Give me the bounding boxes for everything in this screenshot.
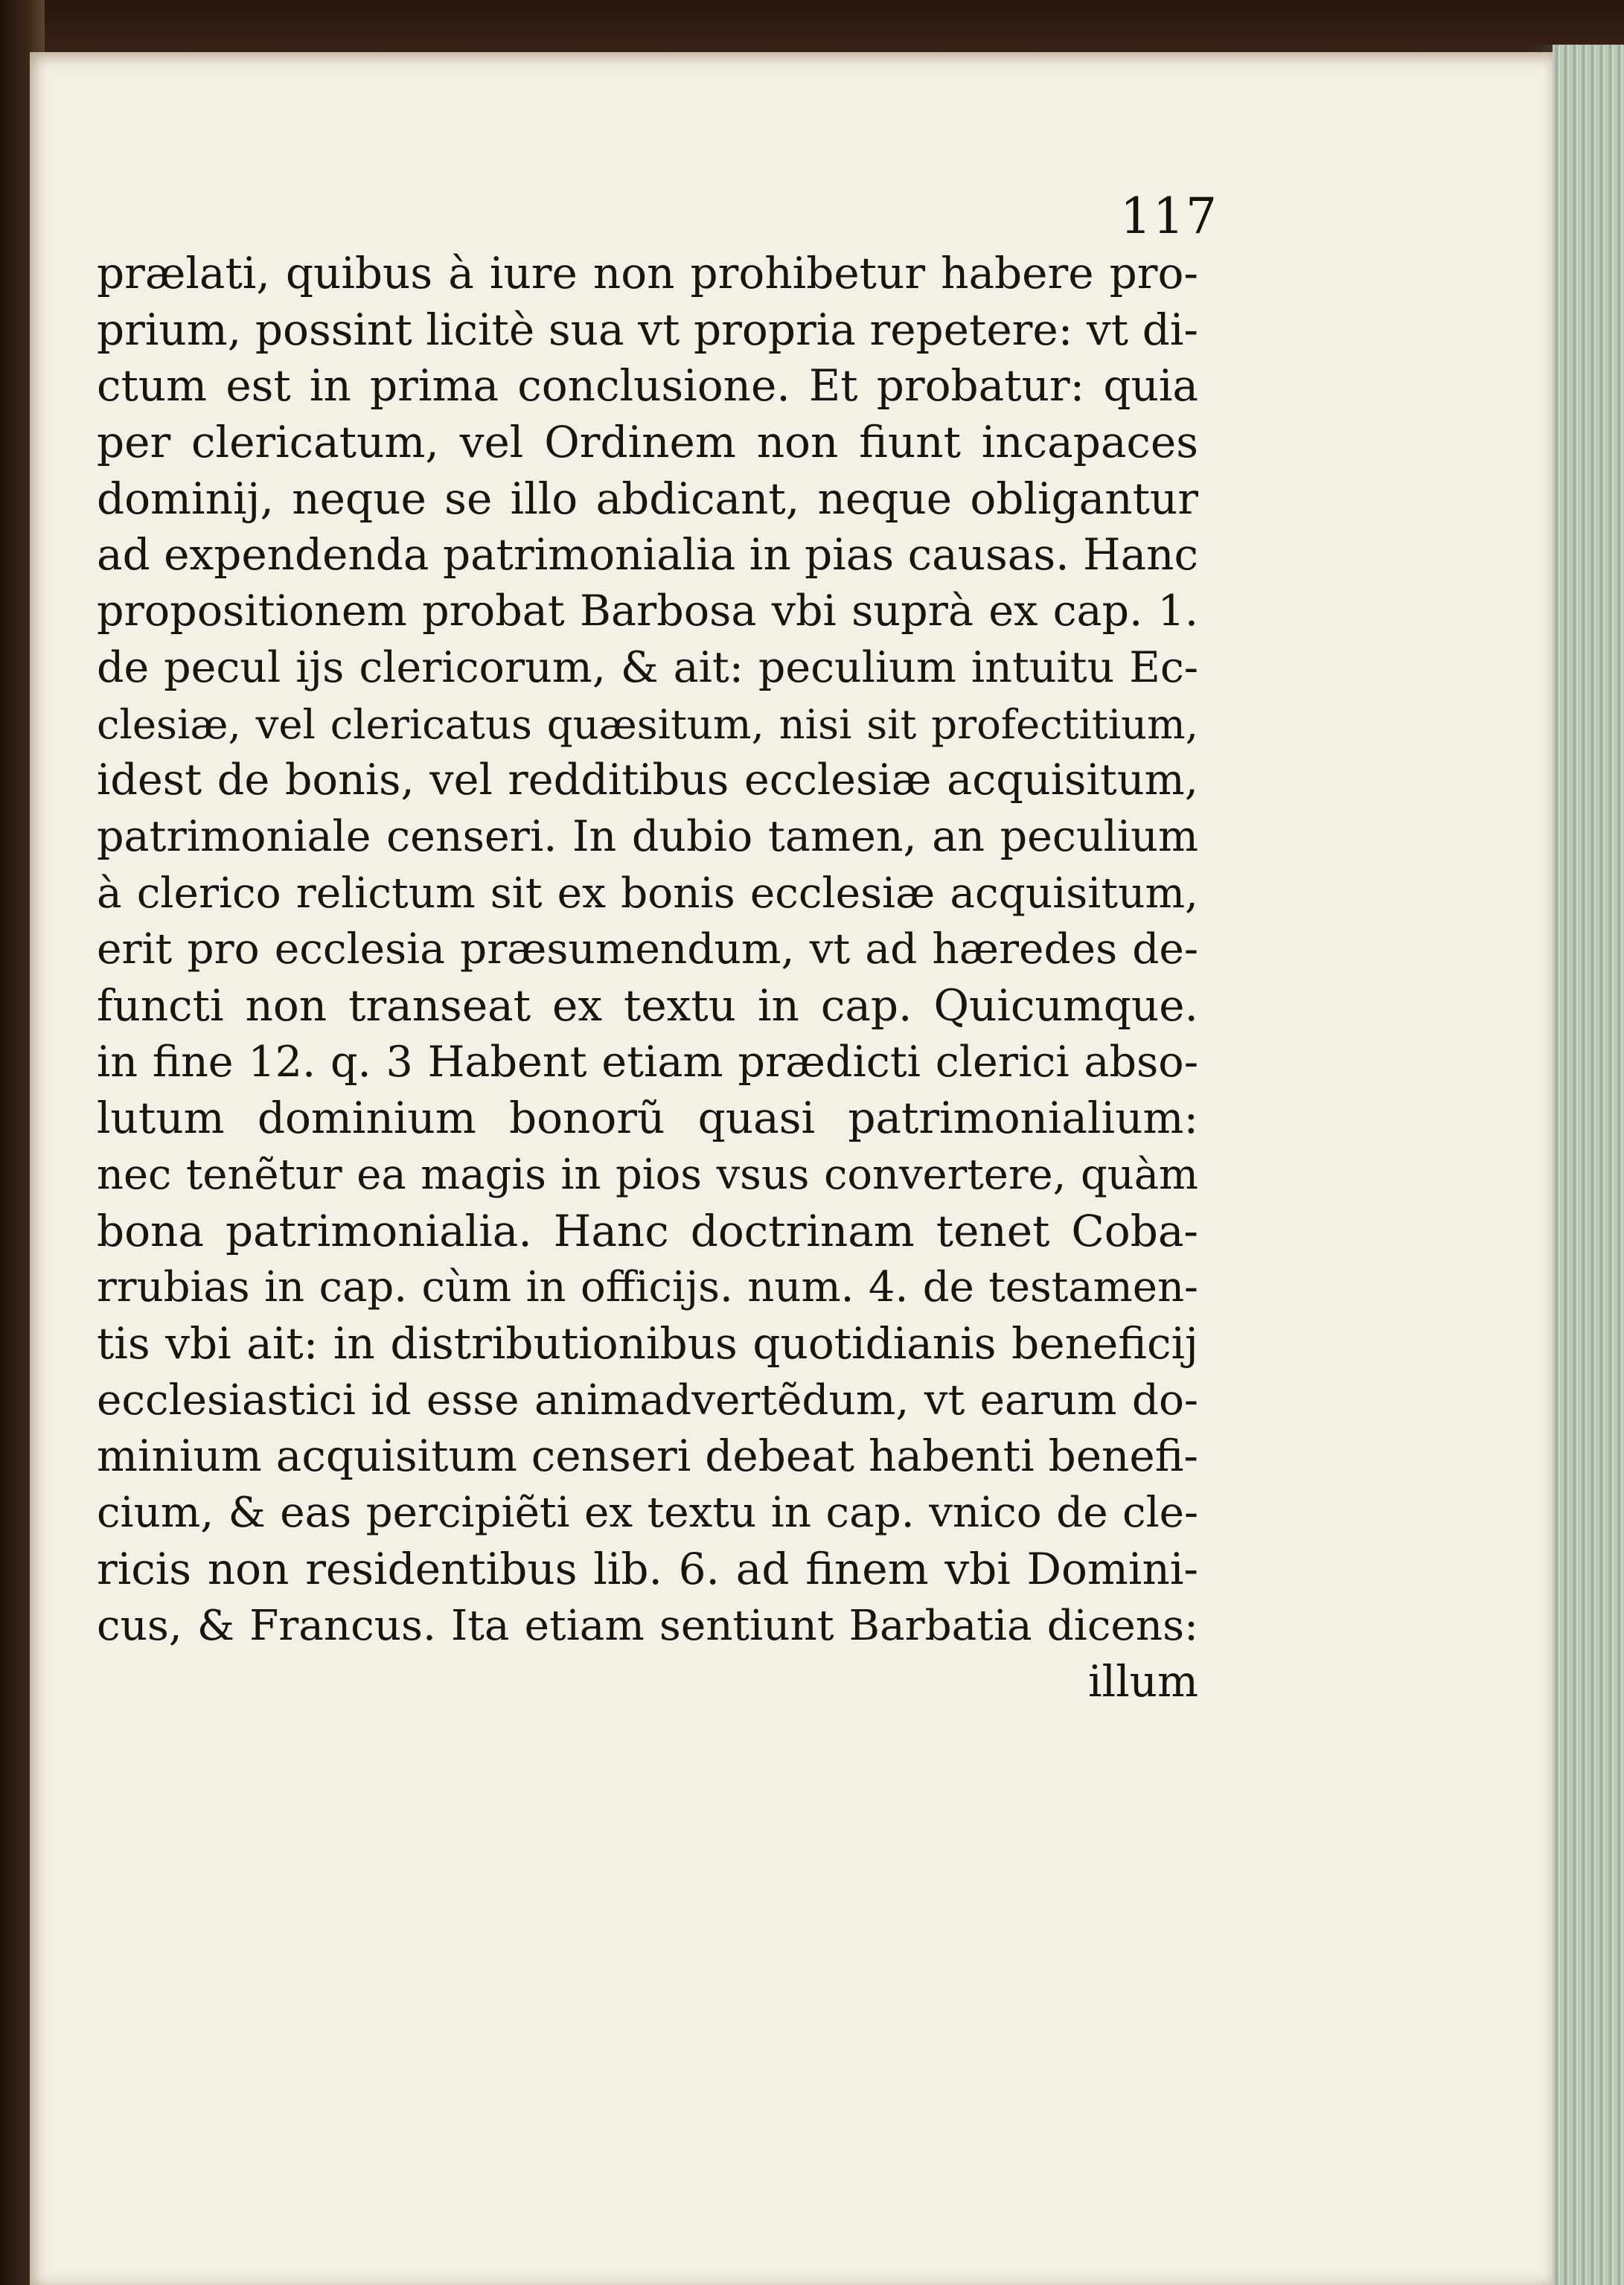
text-line: propositionem probat Barbosa vbi suprà ex cap. 1.	[97, 587, 1198, 636]
text-line: de pecul ijs clericorum, & ait: peculium intuitu Ec-	[97, 642, 1198, 692]
text-line: tis vbi ait: in distributionibus quotidianis beneficij	[97, 1318, 1198, 1370]
text-line: clesiæ, vel clericatus quæsitum, nisi sit profectitium,	[97, 700, 1198, 748]
text-line: à clerico relictum sit ex bonis ecclesiæ acquisitum,	[97, 869, 1198, 918]
text-line: prium, possint licitè sua vt propria repetere: vt di-	[97, 304, 1198, 355]
text-line: patrimoniale censeri. In dubio tamen, an peculium	[97, 811, 1198, 861]
text-line: lutum dominium bonorũ quasi patrimonialium:	[97, 1093, 1198, 1144]
text-line: bona patrimonialia. Hanc doctrinam tenet Coba-	[97, 1205, 1198, 1256]
text-line: ecclesiastici id esse animadvertẽdum, vt earum do-	[97, 1375, 1198, 1425]
text-line: rrubias in cap. cùm in officijs. num. 4. de testamen-	[97, 1263, 1198, 1312]
catchword: illum	[1087, 1656, 1198, 1707]
text-line: cium, & eas percipiẽti ex textu in cap. vnico de cle-	[97, 1489, 1198, 1538]
text-line: cus, & Francus. Ita etiam sentiunt Barbatia dicens:	[97, 1601, 1198, 1650]
text-line: minium acquisitum censeri debeat habenti benefi-	[97, 1431, 1198, 1482]
text-line: nec tenẽtur ea magis in pios vsus convertere, quàm	[97, 1151, 1198, 1199]
page-number: 117	[1120, 188, 1218, 245]
text-line: per clericatum, vel Ordinem non fiunt incapaces	[97, 417, 1198, 468]
body-text	[97, 246, 1198, 1710]
text-line: ad expendenda patrimonialia in pias causas. Hanc	[97, 529, 1198, 581]
page-edges	[1553, 45, 1624, 2285]
text-line: ctum est in prima conclusione. Et probatur: quia	[97, 360, 1198, 412]
text-line: ricis non residentibus lib. 6. ad finem vbi Domini-	[97, 1543, 1198, 1594]
text-line: in fine 12. q. 3 Habent etiam prædicti clerici abso-	[97, 1037, 1198, 1087]
text-line: dominij, neque se illo abdicant, neque obligantur	[97, 473, 1198, 524]
text-line: prælati, quibus à iure non prohibetur habere pro-	[97, 248, 1198, 298]
text-line: idest de bonis, vel redditibus ecclesiæ acquisitum,	[97, 755, 1198, 805]
text-line: erit pro ecclesia præsumendum, vt ad hæredes de-	[97, 925, 1198, 974]
text-line: functi non transeat ex textu in cap. Quicumque.	[97, 979, 1198, 1031]
